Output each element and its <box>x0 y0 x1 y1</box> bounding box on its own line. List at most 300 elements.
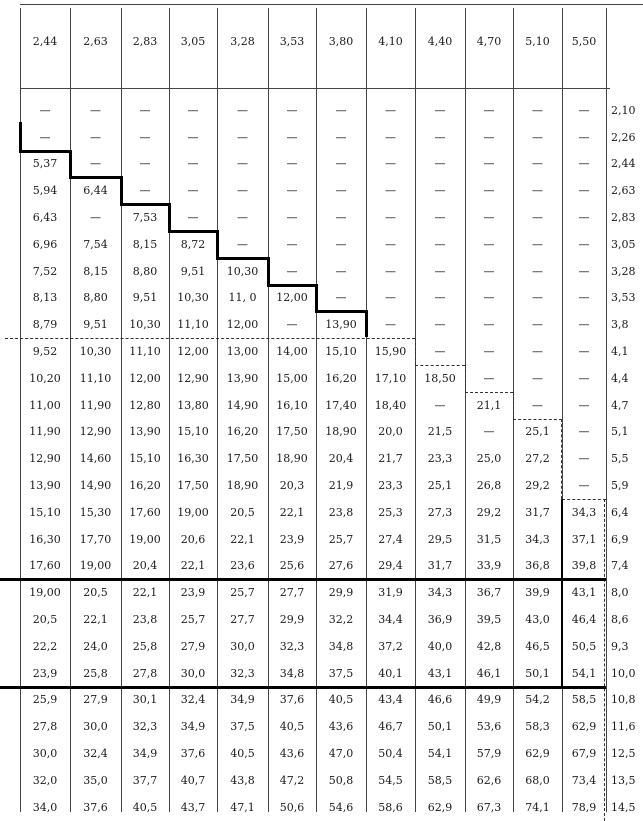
table-cell: 34,8 <box>279 666 305 680</box>
table-cell: 46,4 <box>571 613 597 627</box>
table-cell: 46,5 <box>525 639 550 653</box>
row-label: 4,4 <box>611 371 629 385</box>
table-cell: 40,5 <box>132 800 158 814</box>
table-cell: — <box>286 211 298 225</box>
table-cell: 13,90 <box>29 479 61 493</box>
table-cell: 8,80 <box>132 264 158 278</box>
table-cell: 43,4 <box>378 693 403 707</box>
table-cell: 6,96 <box>32 237 58 251</box>
table-cell: 46,6 <box>427 693 453 707</box>
table-cell: — <box>434 184 446 198</box>
table-cell: 15,10 <box>325 345 357 359</box>
table-cell: 27,7 <box>230 613 255 627</box>
table-cell: 23,6 <box>230 559 255 573</box>
row-label: 12,5 <box>611 747 636 761</box>
table-cell: 37,7 <box>132 773 158 787</box>
table-cell: — <box>90 211 101 225</box>
table-cell: — <box>532 264 543 278</box>
column-header: 3,80 <box>328 34 354 48</box>
header-divider <box>20 88 610 89</box>
table-cell: — <box>139 130 151 144</box>
column-header: 2,44 <box>32 34 58 48</box>
table-cell: 62,6 <box>476 773 502 787</box>
table-cell: 58,5 <box>571 693 597 707</box>
table-cell: 58,6 <box>378 800 403 814</box>
dashed-boundary-line <box>415 338 416 365</box>
table-cell: 12,00 <box>129 371 161 385</box>
table-cell: 16,30 <box>177 452 209 466</box>
table-cell: 9,52 <box>32 345 58 359</box>
table-cell: 73,4 <box>571 773 597 787</box>
column-header: 3,05 <box>180 34 206 48</box>
table-cell: 16,30 <box>29 532 61 546</box>
table-cell: 11,10 <box>79 371 112 385</box>
table-cell: 29,5 <box>427 532 453 546</box>
table-cell: — <box>532 318 543 332</box>
table-cell: 34,3 <box>427 586 453 600</box>
thick-row-divider <box>0 578 606 581</box>
table-cell: 18,90 <box>226 479 259 493</box>
table-cell: 16,20 <box>226 425 259 439</box>
table-cell: — <box>335 157 347 171</box>
table-cell: 43,8 <box>230 773 255 787</box>
table-cell: 19,00 <box>79 559 112 573</box>
table-cell: — <box>335 130 347 144</box>
table-cell: 8,13 <box>32 291 58 305</box>
table-cell: 37,5 <box>328 666 354 680</box>
table-cell: — <box>385 130 396 144</box>
table-cell: 50,4 <box>378 747 403 761</box>
dashed-boundary-line <box>513 392 514 419</box>
table-cell: 12,90 <box>79 425 112 439</box>
table-cell: — <box>335 237 347 251</box>
table-cell: 78,9 <box>571 800 597 814</box>
table-cell: 33,9 <box>476 559 502 573</box>
row-label: 4,7 <box>611 398 629 412</box>
thick-staircase-line <box>120 176 123 205</box>
table-cell: 25,7 <box>180 613 206 627</box>
table-cell: — <box>286 237 298 251</box>
table-cell: 20,4 <box>132 559 158 573</box>
dashed-boundary-line <box>513 419 562 420</box>
thick-staircase-line <box>216 230 219 259</box>
thick-staircase-line <box>267 284 317 287</box>
table-cell: 6,43 <box>32 211 58 225</box>
table-cell: 8,15 <box>83 264 108 278</box>
dashed-boundary-line <box>465 365 466 392</box>
table-cell: 40,5 <box>279 720 305 734</box>
table-cell: 8,80 <box>83 291 108 305</box>
table-cell: 14,00 <box>276 345 308 359</box>
table-cell: — <box>385 103 396 117</box>
table-cell: 34,9 <box>132 747 158 761</box>
table-cell: — <box>286 130 298 144</box>
thick-staircase-line <box>216 257 269 260</box>
table-cell: — <box>335 103 347 117</box>
table-cell: — <box>237 130 248 144</box>
table-cell: 15,30 <box>79 505 112 519</box>
row-label: 7,4 <box>611 559 629 573</box>
table-cell: 23,3 <box>427 452 453 466</box>
table-cell: 58,5 <box>427 773 453 787</box>
table-cell: 32,3 <box>279 639 305 653</box>
dashed-boundary-line <box>562 499 606 500</box>
table-cell: 47,2 <box>279 773 305 787</box>
table-cell: 30,0 <box>230 639 255 653</box>
row-label: 6,9 <box>611 532 629 546</box>
table-cell: 10,30 <box>129 318 161 332</box>
table-cell: 46,1 <box>476 666 502 680</box>
table-cell: — <box>434 103 446 117</box>
table-cell: — <box>286 103 298 117</box>
thick-staircase-line <box>168 230 218 233</box>
table-cell: — <box>434 237 446 251</box>
table-cell: 27,7 <box>279 586 305 600</box>
table-cell: 22,2 <box>32 639 58 653</box>
table-cell: — <box>237 157 248 171</box>
table-cell: 25,7 <box>230 586 255 600</box>
row-label: 3,53 <box>611 291 636 305</box>
table-cell: — <box>90 130 101 144</box>
thick-staircase-line <box>365 310 368 337</box>
table-cell: — <box>385 211 396 225</box>
dashed-boundary-line <box>415 365 465 366</box>
table-cell: — <box>434 318 446 332</box>
table-cell: 12,00 <box>177 345 209 359</box>
table-cell: — <box>532 398 543 412</box>
table-cell: — <box>578 479 590 493</box>
table-cell: 42,8 <box>476 639 502 653</box>
table-cell: 30,0 <box>180 666 206 680</box>
table-cell: 11,90 <box>29 425 61 439</box>
table-cell: 34,9 <box>180 720 206 734</box>
table-cell: 32,4 <box>180 693 206 707</box>
table-cell: 12,90 <box>177 371 209 385</box>
table-cell: 54,1 <box>571 666 597 680</box>
table-cell: 25,3 <box>378 505 403 519</box>
table-cell: — <box>578 345 590 359</box>
thick-staircase-line <box>315 310 367 313</box>
table-cell: 19,00 <box>29 586 61 600</box>
thick-staircase-line <box>315 284 318 313</box>
table-cell: 67,9 <box>571 747 597 761</box>
table-cell: 22,1 <box>279 505 305 519</box>
table-cell: — <box>286 157 298 171</box>
table-cell: 23,8 <box>132 613 158 627</box>
table-cell: 43,7 <box>180 800 206 814</box>
table-cell: 29,9 <box>279 613 305 627</box>
table-cell: 54,5 <box>378 773 403 787</box>
table-cell: — <box>483 371 495 385</box>
row-label: 6,4 <box>611 505 629 519</box>
table-cell: 10,30 <box>226 264 259 278</box>
table-cell: — <box>139 103 151 117</box>
thick-staircase-line <box>168 203 171 232</box>
table-cell: 57,9 <box>476 747 502 761</box>
table-cell: — <box>532 371 543 385</box>
table-cell: 20,6 <box>180 532 206 546</box>
table-cell: 74,1 <box>525 800 550 814</box>
row-label: 4,1 <box>611 345 629 359</box>
table-cell: 23,3 <box>378 479 403 493</box>
table-cell: 19,00 <box>129 532 161 546</box>
table-cell: — <box>578 103 590 117</box>
table-cell: — <box>335 264 347 278</box>
column-header: 3,28 <box>230 34 255 48</box>
table-cell: 37,5 <box>230 720 255 734</box>
row-label: 8,6 <box>611 613 629 627</box>
dashed-boundary-line <box>465 392 513 393</box>
table-cell: — <box>578 318 590 332</box>
table-cell: — <box>187 184 199 198</box>
table-cell: — <box>483 211 495 225</box>
table-cell: 25,8 <box>132 639 158 653</box>
table-cell: 43,1 <box>427 666 453 680</box>
table-cell: 23,9 <box>180 586 206 600</box>
row-label: 3,28 <box>611 264 636 278</box>
table-cell: 43,0 <box>525 613 550 627</box>
table-cell: — <box>286 318 298 332</box>
table-cell: 20,5 <box>32 613 58 627</box>
table-cell: 43,6 <box>279 747 305 761</box>
row-label: 8,0 <box>611 586 629 600</box>
table-cell: — <box>578 371 590 385</box>
table-cell: — <box>483 237 495 251</box>
table-cell: 22,1 <box>83 613 108 627</box>
table-cell: — <box>385 318 396 332</box>
table-cell: 5,94 <box>32 184 58 198</box>
row-label: 2,44 <box>611 157 636 171</box>
column-header: 5,50 <box>571 34 597 48</box>
table-cell: 18,50 <box>424 371 456 385</box>
table-cell: 13,00 <box>226 345 259 359</box>
table-cell: 40,1 <box>378 666 403 680</box>
thick-right-line <box>561 499 563 687</box>
table-cell: 40,0 <box>427 639 453 653</box>
table-cell: 34,4 <box>378 613 403 627</box>
table-cell: 34,3 <box>571 505 597 519</box>
table-cell: — <box>39 103 51 117</box>
table-cell: 17,50 <box>177 479 209 493</box>
table-cell: 16,20 <box>129 479 161 493</box>
table-cell: 62,9 <box>571 720 597 734</box>
table-cell: — <box>483 345 495 359</box>
table-cell: 47,1 <box>230 800 255 814</box>
dashed-boundary-line <box>561 419 562 499</box>
table-cell: 32,2 <box>328 613 354 627</box>
table-cell: 7,54 <box>83 237 108 251</box>
table-cell: 32,3 <box>230 666 255 680</box>
table-cell: — <box>187 211 199 225</box>
table-cell: — <box>385 157 396 171</box>
table-cell: — <box>532 345 543 359</box>
table-cell: 30,0 <box>83 720 108 734</box>
table-cell: 39,5 <box>476 613 502 627</box>
table-cell: — <box>139 157 151 171</box>
table-cell: 32,0 <box>32 773 58 787</box>
table-cell: 47,0 <box>328 747 354 761</box>
table-cell: 43,1 <box>571 586 597 600</box>
table-cell: — <box>237 211 248 225</box>
table-cell: — <box>578 452 590 466</box>
table-cell: 30,1 <box>132 693 158 707</box>
thick-staircase-line <box>69 150 72 179</box>
row-label: 2,63 <box>611 184 636 198</box>
table-cell: 12,80 <box>129 398 161 412</box>
table-cell: — <box>532 291 543 305</box>
table-cell: 8,72 <box>180 237 206 251</box>
table-cell: 37,6 <box>180 747 206 761</box>
table-cell: 53,6 <box>476 720 502 734</box>
table-cell: 15,00 <box>276 371 308 385</box>
table-cell: 16,20 <box>325 371 357 385</box>
table-cell: — <box>578 398 590 412</box>
table-cell: — <box>139 184 151 198</box>
table-cell: 7,52 <box>32 264 58 278</box>
column-header: 5,10 <box>525 34 550 48</box>
table-cell: 36,7 <box>476 586 502 600</box>
table-cell: 68,0 <box>525 773 550 787</box>
table-cell: — <box>578 184 590 198</box>
table-cell: 25,6 <box>279 559 305 573</box>
table-cell: 25,1 <box>427 479 453 493</box>
table-cell: 15,10 <box>129 452 161 466</box>
table-cell: 8,79 <box>32 318 58 332</box>
table-cell: — <box>237 237 248 251</box>
table-cell: — <box>532 157 543 171</box>
table-cell: — <box>385 264 396 278</box>
table-cell: — <box>578 211 590 225</box>
table-cell: 26,8 <box>476 479 502 493</box>
table-cell: — <box>286 264 298 278</box>
table-cell: 27,4 <box>378 532 403 546</box>
table-cell: 27,6 <box>328 559 354 573</box>
table-cell: 43,6 <box>328 720 354 734</box>
table-cell: 20,5 <box>83 586 108 600</box>
table-cell: 18,90 <box>276 452 308 466</box>
table-cell: — <box>385 291 396 305</box>
table-cell: — <box>483 130 495 144</box>
table-cell: — <box>532 184 543 198</box>
table-cell: 58,3 <box>525 720 550 734</box>
table-cell: 12,90 <box>29 452 61 466</box>
table-cell: — <box>434 157 446 171</box>
row-label: 10,0 <box>611 666 636 680</box>
thick-row-divider <box>0 686 606 689</box>
table-cell: 32,4 <box>83 747 108 761</box>
table-cell: 31,5 <box>476 532 502 546</box>
table-cell: — <box>483 318 495 332</box>
table-cell: — <box>483 425 495 439</box>
table-cell: 15,10 <box>29 505 61 519</box>
thick-staircase-line <box>19 122 22 151</box>
table-cell: 27,9 <box>180 639 206 653</box>
table-cell: — <box>335 211 347 225</box>
table-cell: — <box>532 237 543 251</box>
table-cell: — <box>187 103 199 117</box>
table-cell: 16,10 <box>276 398 308 412</box>
row-label: 5,9 <box>611 479 629 493</box>
table-top-border <box>20 4 643 5</box>
column-header: 4,70 <box>476 34 502 48</box>
table-cell: 49,9 <box>476 693 502 707</box>
table-cell: 30,0 <box>32 747 58 761</box>
table-cell: 29,4 <box>378 559 403 573</box>
table-cell: 18,40 <box>374 398 407 412</box>
table-cell: — <box>532 103 543 117</box>
table-cell: 23,9 <box>279 532 305 546</box>
table-cell: 54,6 <box>328 800 354 814</box>
table-cell: 40,7 <box>180 773 206 787</box>
table-cell: 50,1 <box>427 720 453 734</box>
table-cell: 10,30 <box>79 345 112 359</box>
table-cell: 14,90 <box>226 398 259 412</box>
table-cell: — <box>385 237 396 251</box>
table-cell: 7,53 <box>132 211 158 225</box>
table-cell: — <box>187 157 199 171</box>
thick-staircase-line <box>120 203 170 206</box>
table-cell: 27,2 <box>525 452 550 466</box>
table-cell: 36,9 <box>427 613 453 627</box>
table-cell: 29,2 <box>476 505 502 519</box>
table-cell: 5,37 <box>32 157 58 171</box>
table-cell: 15,90 <box>374 345 407 359</box>
table-cell: 37,2 <box>378 639 403 653</box>
table-cell: 54,2 <box>525 693 550 707</box>
table-cell: 23,9 <box>32 666 58 680</box>
table-cell: — <box>286 184 298 198</box>
table-cell: 29,2 <box>525 479 550 493</box>
table-cell: 34,3 <box>525 532 550 546</box>
table-cell: — <box>90 103 101 117</box>
table-cell: 25,0 <box>476 452 502 466</box>
table-cell: — <box>434 264 446 278</box>
table-cell: 50,8 <box>328 773 354 787</box>
table-cell: 34,0 <box>32 800 58 814</box>
table-cell: 37,6 <box>279 693 305 707</box>
table-cell: 10,20 <box>29 371 61 385</box>
table-cell: 11, 0 <box>228 291 257 305</box>
table-cell: 50,5 <box>571 639 597 653</box>
table-cell: 32,3 <box>132 720 158 734</box>
table-cell: 22,1 <box>230 532 255 546</box>
table-cell: — <box>434 398 446 412</box>
table-cell: 20,4 <box>328 452 354 466</box>
row-label: 3,05 <box>611 237 636 251</box>
table-cell: 17,60 <box>129 505 161 519</box>
table-cell: 17,40 <box>325 398 357 412</box>
table-cell: — <box>434 345 446 359</box>
table-cell: 11,90 <box>79 398 112 412</box>
table-cell: 67,3 <box>476 800 502 814</box>
table-cell: 27,8 <box>132 666 158 680</box>
table-cell: 17,70 <box>79 532 112 546</box>
row-label: 5,5 <box>611 452 629 466</box>
table-cell: 17,50 <box>226 452 259 466</box>
row-label: 3,8 <box>611 318 629 332</box>
table-cell: — <box>532 211 543 225</box>
table-cell: — <box>483 291 495 305</box>
table-cell: — <box>434 130 446 144</box>
table-cell: 54,1 <box>427 747 453 761</box>
column-header: 4,10 <box>378 34 403 48</box>
table-cell: — <box>578 264 590 278</box>
table-cell: 8,15 <box>132 237 158 251</box>
table-cell: — <box>532 130 543 144</box>
table-cell: 21,9 <box>328 479 354 493</box>
table-cell: 9,51 <box>180 264 206 278</box>
table-cell: 50,1 <box>525 666 550 680</box>
